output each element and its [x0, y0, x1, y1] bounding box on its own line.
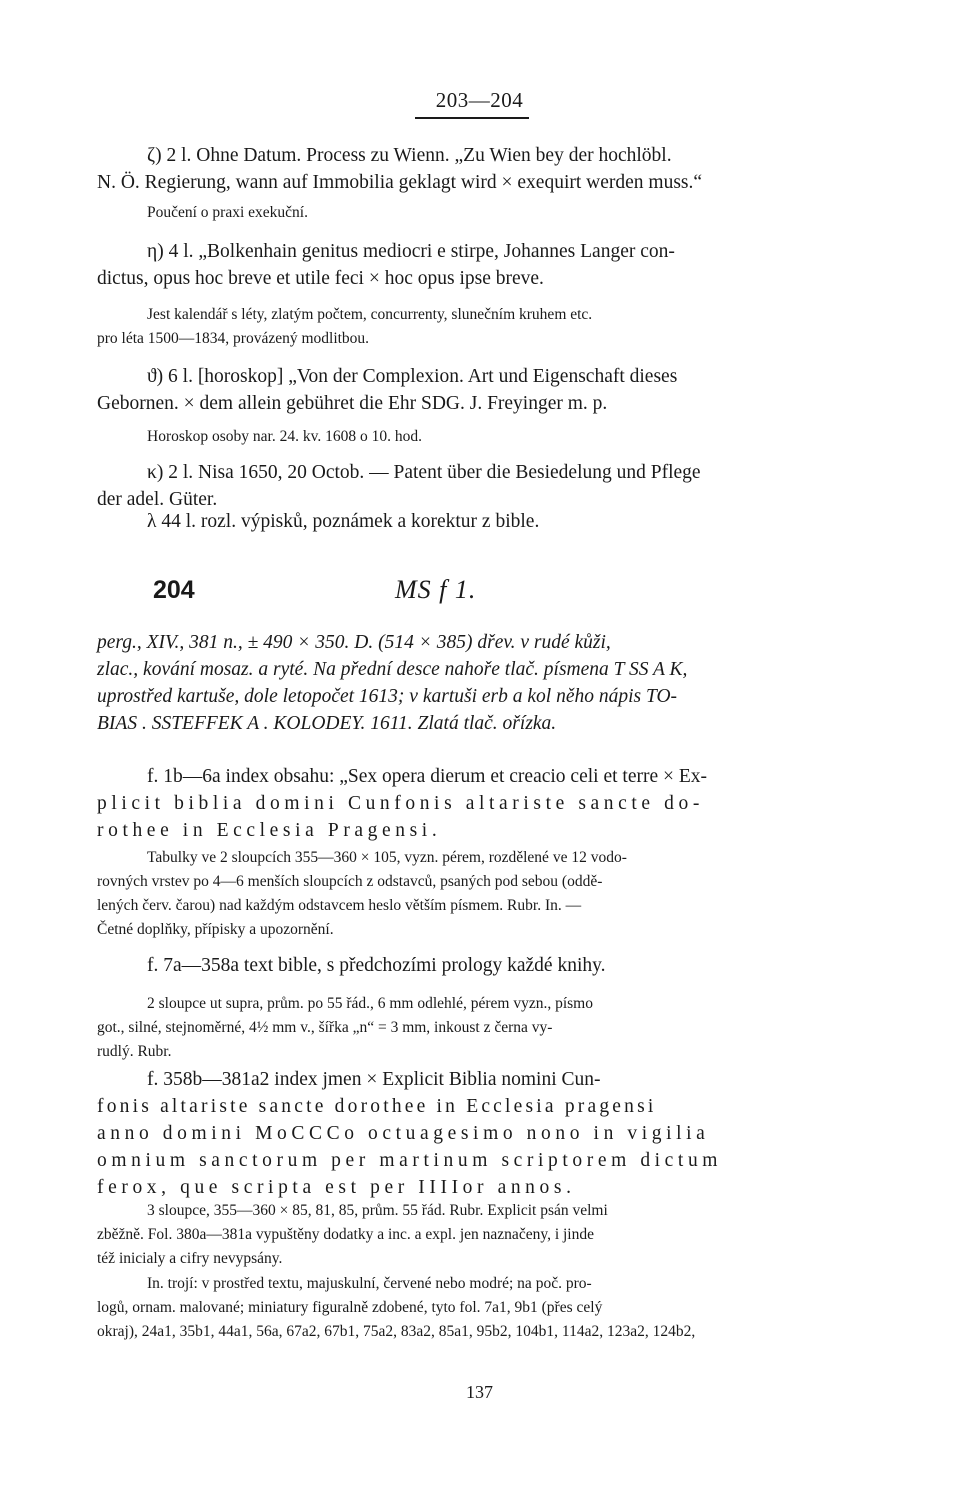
entry-theta-line1: ϑ) 6 l. [horoskop] „Von der Complexion. Art und Eigenschaft dieses [147, 366, 678, 387]
entry-zeta [97, 142, 862, 196]
entry-kappa [97, 459, 862, 513]
section-title: MS f 1. [395, 575, 477, 604]
folio-358-note1: 3 sloupce, 355—360 × 85, 81, 85, prům. 55 řád. Rubr. Explicit psán velmi [147, 1202, 608, 1219]
folio-358-index [97, 1066, 862, 1201]
entry-zeta-note [97, 201, 862, 225]
entry-theta-note-text: Horoskop osoby nar. 24. kv. 1608 o 10. hod. [147, 428, 422, 445]
entry-eta-note [97, 303, 862, 351]
entry-lambda-line1: λ 44 l. rozl. výpisků, poznámek a korektur z bible. [147, 511, 540, 532]
entry-zeta-note-text: Poučení o praxi exekuční. [147, 204, 308, 221]
initials-note2: logů, ornam. malované; miniatury figuralně zdobené, tyto fol. 7a1, 9b1 (přes celý [97, 1299, 603, 1316]
page-number: 137 [466, 1382, 493, 1402]
entry-theta [97, 363, 862, 417]
manuscript-description [97, 629, 862, 737]
folio-7-note [97, 992, 862, 1064]
header-rule [415, 117, 529, 119]
folio-1-index [97, 763, 862, 844]
folio-1-note4: Četné doplňky, přípisky a upozornění. [97, 921, 334, 938]
entry-zeta-line1: ζ) 2 l. Ohne Datum. Process zu Wienn. „Zu Wien bey der hochlöbl. [147, 145, 672, 166]
folio-1-note [97, 846, 862, 942]
entry-eta-note2: pro léta 1500—1834, provázený modlitbou. [97, 330, 370, 347]
folio-358-line1: f. 358b—381a2 index jmen × Explicit Biblia nomini Cun- [147, 1069, 601, 1090]
folio-1-line1: f. 1b—6a index obsahu: „Sex opera dierum et creacio celi et terre × Ex- [147, 766, 708, 787]
folio-1-note2: rovných vrstev po 4—6 menších sloupcích z odstavců, psaných pod sebou (oddě- [97, 873, 603, 890]
initials-note3: okraj), 24a1, 35b1, 44a1, 56a, 67a2, 67b1, 75a2, 83a2, 85a1, 95b2, 104b1, 114a2, 123a2, 124b2, [97, 1323, 696, 1340]
folio-7-text [97, 952, 862, 979]
entry-lambda [97, 508, 862, 535]
folio-1-note1: Tabulky ve 2 sloupcích 355—360 × 105, vyzn. pérem, rozdělené ve 12 vodo- [147, 849, 627, 866]
entry-eta-line2: dictus, opus hoc breve et utile feci × hoc opus ipse breve. [97, 268, 544, 289]
entry-eta-line1: η) 4 l. „Bolkenhain genitus mediocri e stirpe, Johannes Langer con- [147, 241, 675, 262]
folio-7-note3: rudlý. Rubr. [97, 1043, 172, 1060]
folio-1-line3: rothee in Ecclesia Pragensi. [97, 820, 442, 841]
description-line1: perg., XIV., 381 n., ± 490 × 350. D. (514 × 385) dřev. v rudé kůži, [97, 632, 611, 653]
folio-358-note2: zběžně. Fol. 380a—381a vypuštěny dodatky a inc. a expl. jen naznačeny, i jinde [97, 1226, 594, 1243]
description-line4: BIAS . SSTEFFEK A . KOLODEY. 1611. Zlatá tlač. ořízka. [97, 713, 557, 734]
folio-358-line2: fonis altariste sancte dorothee in Ecclesia pragensi [97, 1096, 657, 1117]
entry-zeta-line2: N. Ö. Regierung, wann auf Immobilia geklagt wird × exequirt werden muss.“ [97, 172, 703, 193]
entry-eta [97, 238, 862, 292]
initials-note1: In. trojí: v prostřed textu, majuskulní, červené nebo modré; na poč. pro- [147, 1275, 592, 1292]
folio-358-line4: omnium sanctorum per martinum scriptorem dictum [97, 1150, 723, 1171]
folio-358-line5: ferox, que scripta est per IIIIor annos. [97, 1177, 576, 1198]
description-line3: uprostřed kartuše, dole letopočet 1613; v kartuši erb a kol něho nápis TO- [97, 686, 678, 707]
entry-kappa-line1: κ) 2 l. Nisa 1650, 20 Octob. — Patent über die Besiedelung und Pflege [147, 462, 701, 483]
folio-7-line1: f. 7a—358a text bible, s předchozími prology každé knihy. [147, 955, 606, 976]
folio-7-note2: got., silné, stejnoměrné, 4½ mm v., šířka „n“ = 3 mm, inkoust z černa vy- [97, 1019, 553, 1036]
page-header: 203—204 [435, 88, 524, 112]
folio-358-note3: též inicialy a cifry nevypsány. [97, 1250, 283, 1267]
entry-eta-note1: Jest kalendář s léty, zlatým počtem, concurrenty, slunečním kruhem etc. [147, 306, 593, 323]
folio-7-note1: 2 sloupce ut supra, prům. po 55 řád., 6 mm odlehlé, pérem vyzn., písmo [147, 995, 593, 1012]
folio-358-line3: anno domini MoCCCo octuagesimo nono in vigilia [97, 1123, 710, 1144]
section-number: 204 [153, 576, 195, 604]
folio-1-line2: plicit biblia domini Cunfonis altariste sancte do- [97, 793, 704, 814]
folio-358-note [97, 1199, 862, 1271]
folio-1-note3: lených červ. čarou) nad každým odstavcem heslo větším písmem. Rubr. In. — [97, 897, 582, 914]
entry-theta-note [97, 425, 862, 449]
entry-theta-line2: Gebornen. × dem allein gebühret die Ehr SDG. J. Freyinger m. p. [97, 393, 608, 414]
description-line2: zlac., kování mosaz. a ryté. Na přední desce nahoře tlač. písmena T SS A K, [97, 659, 688, 680]
entry-kappa-line2: der adel. Güter. [97, 489, 218, 510]
initials-note [97, 1272, 862, 1344]
